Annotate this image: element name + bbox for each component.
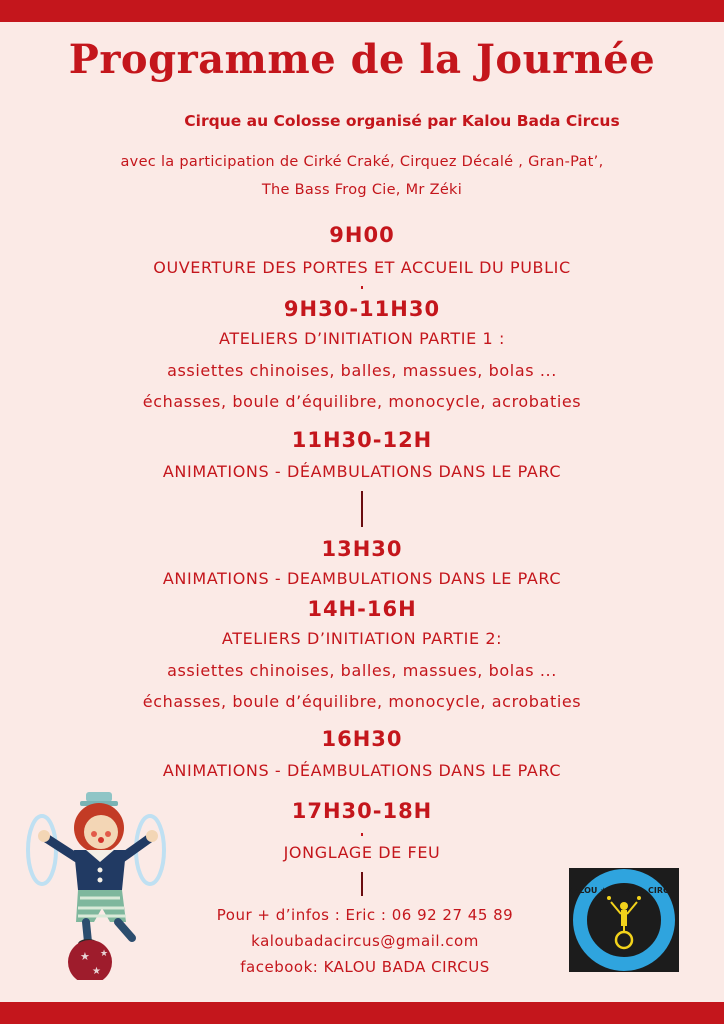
schedule-item-4 (0, 534, 724, 594)
schedule-time: 16H30 (321, 727, 403, 751)
schedule-text: ANIMATIONS - DEAMBULATIONS DANS LE PARC (162, 569, 562, 588)
svg-text:★: ★ (100, 949, 109, 959)
participants-line-1: avec la participation de Cirké Craké, Cirquez Décalé , Gran-Pat’, (120, 154, 604, 170)
schedule-time: 14H-16H (307, 597, 417, 621)
schedule-item-6 (0, 724, 724, 784)
schedule-text: échasses, boule d’équilibre, monocycle, acrobaties (142, 392, 582, 411)
separator-dot (361, 286, 363, 289)
schedule-text: assiettes chinoises, balles, massues, bolas ... (167, 661, 557, 680)
participants-text (0, 148, 724, 204)
schedule-text: assiettes chinoises, balles, massues, bolas ... (167, 361, 557, 380)
svg-text:★: ★ (92, 966, 101, 977)
bottom-bar (0, 1002, 724, 1024)
schedule-item-5 (0, 594, 724, 717)
participants-line-2: The Bass Frog Cie, Mr Zéki (261, 182, 463, 198)
schedule-time: 11H30-12H (291, 428, 433, 452)
contact-facebook[interactable]: facebook: KALOU BADA CIRCUS (240, 958, 490, 976)
schedule-time: 17H30-18H (291, 799, 433, 823)
lunch-break-divider (361, 491, 363, 527)
page-title: Programme de la Journée (68, 36, 656, 83)
schedule-item-3 (0, 425, 724, 485)
schedule-text: OUVERTURE DES PORTES ET ACCUEIL DU PUBLIC (153, 258, 571, 277)
schedule-time: 9H00 (329, 223, 395, 247)
schedule-time: 13H30 (321, 537, 403, 561)
svg-text:★: ★ (80, 950, 90, 963)
separator-line (361, 872, 363, 896)
clown-illustration (22, 790, 172, 980)
logo-text: KALOU ★ BADA ★ CIRCUS (569, 886, 679, 895)
contact-email[interactable]: kaloubadacircus@gmail.com (251, 932, 479, 950)
schedule-item-2 (0, 294, 724, 417)
separator-dot (361, 833, 363, 836)
logo-emblem (569, 868, 679, 972)
schedule-time: 9H30-11H30 (283, 297, 441, 321)
kalou-bada-circus-logo (569, 868, 679, 972)
top-bar (0, 0, 724, 22)
event-subtitle: Cirque au Colosse organisé par Kalou Bada Circus (184, 112, 620, 130)
schedule-text: échasses, boule d’équilibre, monocycle, acrobaties (142, 692, 582, 711)
schedule-text: ANIMATIONS - DÉAMBULATIONS DANS LE PARC (162, 462, 562, 481)
schedule-text: ATELIERS D’INITIATION PARTIE 2: (221, 629, 503, 648)
schedule-text: JONGLAGE DE FEU (283, 843, 441, 862)
schedule-text: ATELIERS D’INITIATION PARTIE 1 : (219, 329, 505, 348)
schedule-text: ANIMATIONS - DÉAMBULATIONS DANS LE PARC (162, 761, 562, 780)
contact-phone: Pour + d’infos : Eric : 06 92 27 45 89 (216, 906, 514, 924)
schedule-item-1 (0, 220, 724, 280)
